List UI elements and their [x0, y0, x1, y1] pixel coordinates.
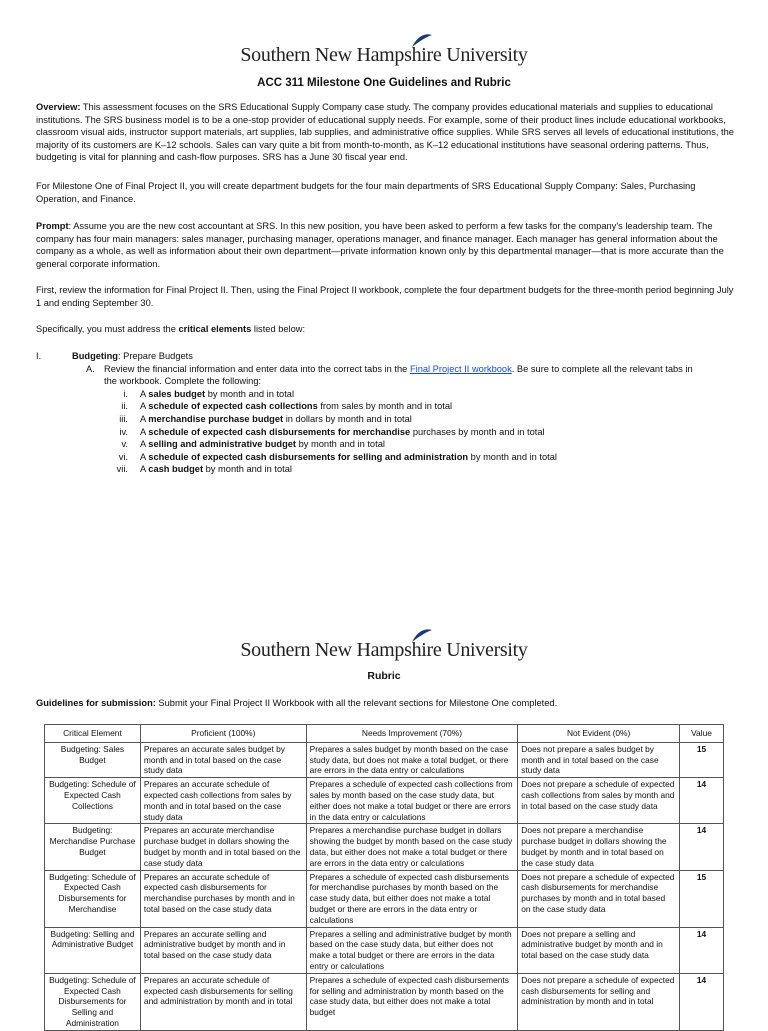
sub-item-num: vi.	[118, 451, 128, 462]
sub-item-num: vii.	[116, 464, 128, 475]
item-a-line2	[36, 375, 736, 388]
table-row	[45, 870, 724, 927]
critical-elements-list	[36, 350, 736, 476]
cell-not-evident: Does not prepare a schedule of expected cash disbursements for merchandise purchases by month and in total based on the case study data	[518, 870, 680, 927]
cell-not-evident: Does not prepare a merchandise purchase budget in dollars showing the budget by month and in total based on the case study data	[518, 824, 680, 870]
sub-item-post: by month and in total	[296, 439, 385, 450]
item-a-post: . Be sure to complete all the relevant tabs in	[511, 363, 693, 374]
guidelines-label: Guidelines for submission:	[36, 698, 156, 708]
sub-item	[36, 451, 736, 464]
sub-item-bold: selling and administrative budget	[148, 439, 297, 450]
sub-item-num: iv.	[119, 426, 128, 437]
cell-proficient: Prepares an accurate selling and administrative budget by month and in total based on the case study data	[140, 927, 306, 973]
overview-text: This assessment focuses on the SRS Educational Supply Company case study. The company provides educational materials and supplies to educational institutions. The SRS business model is to be a one-stop provider of educational supply needs. For example, some of their product lines include educational workbooks, classroom visual aids, instructor support materials, art supplies, lab supplies, and administrative office supplies. While SRS serves all levels of educational institutions, the majority of its customers are K–12 schools. Sales can vary quite a bit from month-to-month, as K–12 educational institutions have seasonal ordering patterns. Thus, budgeting is vital for planning and cash-flow purposes. SRS has a June 30 fiscal year end.	[36, 102, 734, 163]
cell-value: 15	[680, 870, 724, 927]
item-a-pre: Review the financial information and enter data into the correct tabs in the	[104, 363, 410, 374]
sub-item-pre: A	[140, 413, 149, 424]
rubric-table	[44, 724, 724, 1031]
cell-value: 14	[680, 824, 724, 870]
sub-item-num: iii.	[119, 413, 128, 424]
sub-item-pre: A	[140, 401, 149, 412]
specifically-post: listed below:	[251, 324, 306, 334]
section-i-label: Budgeting	[72, 351, 118, 361]
rubric-header-row	[45, 725, 724, 743]
sub-item	[36, 463, 736, 476]
specifically-bold: critical elements	[178, 324, 252, 334]
sub-item-post: purchases by month and in total	[410, 426, 545, 437]
university-logo	[0, 44, 768, 67]
specifically-paragraph	[36, 323, 736, 336]
sub-item-post: by month and in total	[203, 464, 292, 475]
header-needs-improvement: Needs Improvement (70%)	[306, 725, 518, 743]
overview-paragraph	[36, 101, 736, 164]
header-not-evident: Not Evident (0%)	[518, 725, 680, 743]
logo-leaf-icon	[410, 33, 434, 49]
cell-proficient: Prepares an accurate sales budget by month and in total based on the case study data	[140, 742, 306, 777]
cell-proficient: Prepares an accurate merchandise purchase budget in dollars showing the budget by month and in total based on the case study data	[140, 824, 306, 870]
section-i-num: I.	[36, 351, 42, 361]
sub-item-post: by month and in total	[468, 451, 557, 462]
sub-item-pre: A	[140, 388, 149, 399]
sub-items-list	[36, 388, 736, 476]
header-proficient: Proficient (100%)	[140, 725, 306, 743]
logo-text: Southern New Hampshire University	[240, 44, 528, 66]
rubric-body	[45, 742, 724, 1030]
cell-critical-element: Budgeting: Selling and Administrative Budget	[45, 927, 141, 973]
table-row	[45, 927, 724, 973]
sub-item-post: in dollars by month and in total	[283, 413, 412, 424]
cell-value: 15	[680, 742, 724, 777]
cell-needs-improvement: Prepares a schedule of expected cash disbursements for selling and administration by month based on the case study data, but either does not make a total budget	[306, 973, 518, 1030]
cell-critical-element: Budgeting: Sales Budget	[45, 742, 141, 777]
section-i	[36, 350, 736, 363]
sub-item	[36, 400, 736, 413]
cell-critical-element: Budgeting: Schedule of Expected Cash Disbursements for Selling and Administration	[45, 973, 141, 1030]
table-row	[45, 742, 724, 777]
cell-needs-improvement: Prepares a sales budget by month based on the case study data, but does not make a total budget, or there are errors in the data entry or calculations	[306, 742, 518, 777]
overview-label: Overview:	[36, 102, 81, 112]
sub-item-num: i.	[123, 388, 128, 399]
cell-value: 14	[680, 927, 724, 973]
table-row	[45, 973, 724, 1030]
header-critical-element: Critical Element	[45, 725, 141, 743]
cell-needs-improvement: Prepares a schedule of expected cash disbursements for merchandise purchases by month based on the case study data, but either does not make a total budget or there are errors in the data entry or calculations	[306, 870, 518, 927]
cell-proficient: Prepares an accurate schedule of expected cash disbursements for merchandise purchases by month and in total based on the case study data	[140, 870, 306, 927]
cell-needs-improvement: Prepares a schedule of expected cash collections from sales by month based on the case study data, but either does not make a total budget or there are errors in the data entry or calculations	[306, 778, 518, 824]
item-a-num: A.	[86, 363, 95, 374]
university-logo-2	[0, 639, 768, 662]
cell-proficient: Prepares an accurate schedule of expected cash collections from sales by month and in total based on the case study data	[140, 778, 306, 824]
header-value: Value	[680, 725, 724, 743]
sub-item-bold: cash budget	[148, 464, 204, 475]
cell-not-evident: Does not prepare a schedule of expected cash collections from sales by month and in total based on the case study data	[518, 778, 680, 824]
sub-item-pre: A	[140, 464, 149, 475]
sub-item-bold: merchandise purchase budget	[148, 413, 284, 424]
cell-critical-element: Budgeting: Merchandise Purchase Budget	[45, 824, 141, 870]
milestone-paragraph: For Milestone One of Final Project II, you will create department budgets for the four main departments of SRS Educational Supply Company: Sales, Purchasing Operation, and Finance.	[36, 181, 696, 204]
cell-not-evident: Does not prepare a sales budget by month and in total based on the case study data	[518, 742, 680, 777]
sub-item-post: from sales by month and in total	[317, 401, 453, 412]
table-row	[45, 778, 724, 824]
prompt-label: Prompt	[36, 221, 69, 231]
cell-value: 14	[680, 973, 724, 1030]
sub-item	[36, 413, 736, 426]
cell-needs-improvement: Prepares a merchandise purchase budget in dollars showing the budget by month based on the case study data, but either does not make a total budget or there are errors in the data entry or calculations	[306, 824, 518, 870]
cell-critical-element: Budgeting: Schedule of Expected Cash Collections	[45, 778, 141, 824]
specifically-pre: Specifically, you must address the	[36, 324, 179, 334]
cell-not-evident: Does not prepare a schedule of expected cash disbursements for selling and administration by month and in total	[518, 973, 680, 1030]
sub-item-bold: schedule of expected cash collections	[148, 401, 318, 412]
sub-item-post: by month and in total	[205, 388, 295, 399]
prompt-paragraph	[36, 220, 736, 270]
sub-item	[36, 438, 736, 451]
cell-value: 14	[680, 778, 724, 824]
prompt-text: : Assume you are the new cost accountant at SRS. In this new position, you have been asked to perform a few tasks for the company's leadership team. The company has four main managers: sales manager, purchasing manager, operations manager, and finance manager. Each manager has general information about the company as a whole, as well as information about their own department—private information known only by this departmental manager—that is more accurate than the general corporate information.	[36, 221, 724, 269]
sub-item-pre: A	[140, 451, 149, 462]
table-row	[45, 824, 724, 870]
logo-text-2: Southern New Hampshire University	[240, 639, 528, 661]
sub-item-num: v.	[121, 439, 128, 450]
sub-item-pre: A	[140, 439, 149, 450]
cell-needs-improvement: Prepares a selling and administrative budget by month based on the case study data, but either does not make a total budget or there are errors in the data entry or calculations	[306, 927, 518, 973]
item-a	[36, 363, 736, 376]
sub-item	[36, 426, 736, 439]
item-a-line2-text: the workbook. Complete the following:	[104, 376, 262, 387]
doc-title: ACC 311 Milestone One Guidelines and Rubric	[257, 77, 511, 89]
guidelines-paragraph	[36, 697, 736, 710]
sub-item-bold: schedule of expected cash disbursements for selling and administration	[148, 451, 469, 462]
logo-leaf-icon-2	[410, 628, 434, 644]
sub-item-pre: A	[140, 426, 149, 437]
sub-item-num: ii.	[121, 401, 128, 412]
first-paragraph: First, review the information for Final Project II. Then, using the Final Project II workbook, complete the four department budgets for the three-month period beginning July 1 and ending September 30.	[36, 285, 734, 308]
section-i-text: : Prepare Budgets	[117, 351, 193, 361]
sub-item	[36, 388, 736, 401]
rubric-title: Rubric	[367, 670, 401, 682]
cell-proficient: Prepares an accurate schedule of expected cash disbursements for selling and administration by month and in total	[140, 973, 306, 1030]
sub-item-bold: schedule of expected cash disbursements for merchandise	[148, 426, 411, 437]
cell-critical-element: Budgeting: Schedule of Expected Cash Disbursements for Merchandise	[45, 870, 141, 927]
final-project-workbook-link[interactable]: Final Project II workbook	[409, 363, 512, 374]
guidelines-text: Submit your Final Project II Workbook with all the relevant sections for Milestone One completed.	[155, 698, 558, 708]
sub-item-bold: sales budget	[148, 388, 206, 399]
cell-not-evident: Does not prepare a selling and administrative budget by month and in total based on the case study data	[518, 927, 680, 973]
